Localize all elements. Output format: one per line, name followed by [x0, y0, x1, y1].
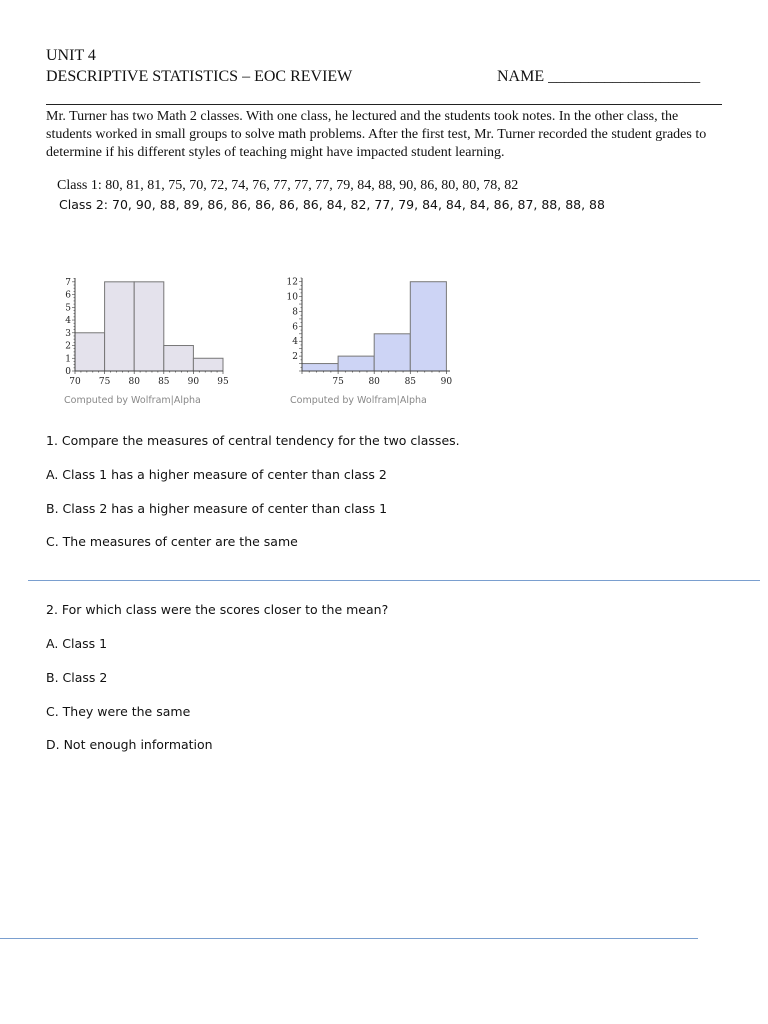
question-1-option-b[interactable]: B. Class 2 has a higher measure of center than class 1: [46, 501, 388, 516]
chart2-y-tick-label: 10: [286, 292, 298, 303]
chart1-x-tick-label: 75: [98, 377, 111, 387]
chart2-bar-2: [374, 334, 410, 371]
unit-heading: UNIT 4: [46, 47, 96, 64]
class1-scores: Class 1: 80, 81, 81, 75, 70, 72, 74, 76, 77, 77, 77, 79, 84, 88, 90, 86, 80, 80, 78, 82: [57, 178, 519, 193]
chart2-x-tick-label: 80: [368, 377, 380, 387]
question-2-option-c[interactable]: C. They were the same: [46, 704, 191, 719]
chart2-x-tick-label: 75: [332, 377, 344, 387]
chart2-x-tick-label: 85: [404, 377, 417, 387]
chart2-y-tick-label: 6: [292, 322, 298, 333]
chart2-y-tick-label: 2: [292, 352, 298, 363]
chart2-x-tick-label: 90: [440, 377, 453, 387]
chart2-bar-0: [302, 364, 338, 371]
chart2-bar-1: [338, 356, 374, 371]
chart1-x-tick-label: 90: [187, 377, 200, 387]
chart2-y-tick-label: 4: [292, 337, 298, 348]
chart1-y-tick-label: 5: [65, 303, 71, 314]
chart1-y-tick-label: 2: [65, 341, 71, 352]
chart1-x-tick-label: 70: [69, 377, 81, 387]
chart1-credit: Computed by Wolfram|Alpha: [64, 395, 201, 406]
intro-paragraph: Mr. Turner has two Math 2 classes. With one class, he lectured and the students took notes. In the other class, the students worked in small groups to solve math problems. After the first test, Mr. Turner recorded the student grades to determine if his different styles of teaching might have impacted student learning.: [46, 109, 707, 160]
question-1-option-a[interactable]: A. Class 1 has a higher measure of center than class 2: [46, 467, 387, 482]
chart1-bar-1: [105, 282, 135, 371]
chart1-y-tick-label: 6: [65, 290, 71, 301]
chart2-credit: Computed by Wolfram|Alpha: [290, 395, 427, 406]
chart1-bar-2: [134, 282, 164, 371]
chart1-x-tick-label: 80: [128, 377, 140, 387]
class2-histogram: [282, 270, 462, 392]
chart2-y-tick-label: 8: [292, 307, 298, 318]
class1-histogram: [58, 270, 238, 392]
chart1-y-tick-label: 3: [65, 328, 71, 339]
chart1-y-tick-label: 7: [65, 277, 71, 288]
question-2-prompt: 2. For which class were the scores closer to the mean?: [46, 602, 389, 617]
name-field[interactable]: NAME ___________________: [497, 68, 701, 85]
page-bottom-divider: [0, 938, 698, 939]
chart1-bar-0: [75, 333, 105, 371]
chart1-x-tick-label: 95: [217, 377, 229, 387]
question-2-option-b[interactable]: B. Class 2: [46, 670, 108, 685]
question-1-prompt: 1. Compare the measures of central tendency for the two classes.: [46, 433, 460, 448]
worksheet-title: DESCRIPTIVE STATISTICS – EOC REVIEW: [46, 68, 353, 85]
question-1-option-c[interactable]: C. The measures of center are the same: [46, 534, 298, 549]
chart1-y-tick-label: 1: [65, 354, 71, 365]
class2-scores: Class 2: 70, 90, 88, 89, 86, 86, 86, 86, 86, 84, 82, 77, 79, 84, 84, 84, 86, 87, 88, 88, 88: [59, 197, 605, 212]
section-divider: [28, 580, 760, 581]
header-rule: [46, 104, 722, 105]
chart1-y-tick-label: 0: [65, 367, 71, 377]
question-2-option-d[interactable]: D. Not enough information: [46, 737, 213, 752]
chart2-bar-3: [410, 282, 446, 371]
question-2-option-a[interactable]: A. Class 1: [46, 636, 108, 651]
chart1-bar-3: [164, 346, 194, 371]
chart2-y-tick-label: 12: [286, 277, 298, 288]
chart1-y-tick-label: 4: [65, 316, 71, 327]
chart1-x-tick-label: 85: [158, 377, 170, 387]
chart1-bar-4: [193, 358, 223, 371]
